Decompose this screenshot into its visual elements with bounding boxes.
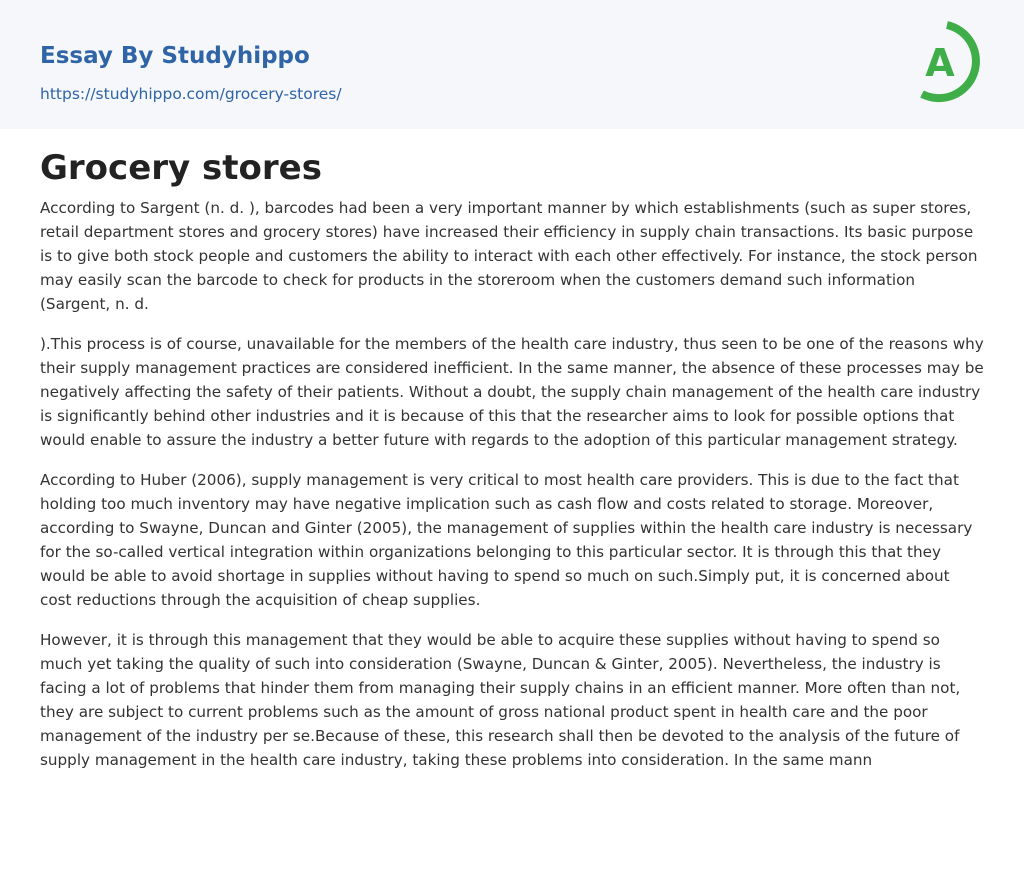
site-header [0,0,1024,129]
article-title: Grocery stores [40,148,322,188]
article-paragraph: However, it is through this management that they would be able to acquire these supplies without having to spend so much yet taking the quality of such into consideration (Swayne, Duncan & Ginter, 2005). Nevertheless, the industry is facing a lot of problems that hinder them from managing their supply chains in an efficient manner. More often than not, they are subject to current problems such as the amount of gross national product spent in health care and the poor management of the industry per se.Because of these, this research shall then be devoted to the analysis of the future of supply management in the health care industry, taking these problems into consideration. In the same mann [40,631,961,769]
article-content [40,140,984,788]
logo-letter: A [925,41,955,85]
article-paragraph: According to Huber (2006), supply management is very critical to most health care providers. This is due to the fact that holding too much inventory may have negative implication such as cash flow and costs related to storage. Moreover, according to Swayne, Duncan and Ginter (2005), the management of supplies within the health care industry is necessary for the so-called vertical integration within organizations belonging to this particular sector. It is through this that they would be able to avoid shortage in supplies without having to spend so much on such.Simply put, it is concerned about cost reductions through the acquisition of cheap supplies. [40,471,973,609]
page-url-link[interactable]: https://studyhippo.com/grocery-stores/ [40,85,342,103]
site-title[interactable]: Essay By Studyhippo [40,43,310,69]
article-paragraph: ).This process is of course, unavailable for the members of the health care industry, thus seen to be one of the reasons why their supply management practices are considered inefficient. In the same manner, the absence of these processes may be negatively affecting the safety of their patients. Without a doubt, the supply chain management of the health care industry is significantly behind other industries and it is because of this that the researcher aims to look for possible options that would enable to assure the industry a better future with regards to the adoption of this particular management strategy. [40,335,984,449]
studyhippo-logo-icon[interactable] [908,18,988,106]
article-paragraph: According to Sargent (n. d. ), barcodes had been a very important manner by which establishments (such as super stores, retail department stores and grocery stores) have increased their efficiency in supply chain transactions. Its basic purpose is to give both stock people and customers the ability to interact with each other effectively. For instance, the stock person may easily scan the barcode to check for products in the storeroom when the customers demand such information (Sargent, n. d. [40,199,978,313]
